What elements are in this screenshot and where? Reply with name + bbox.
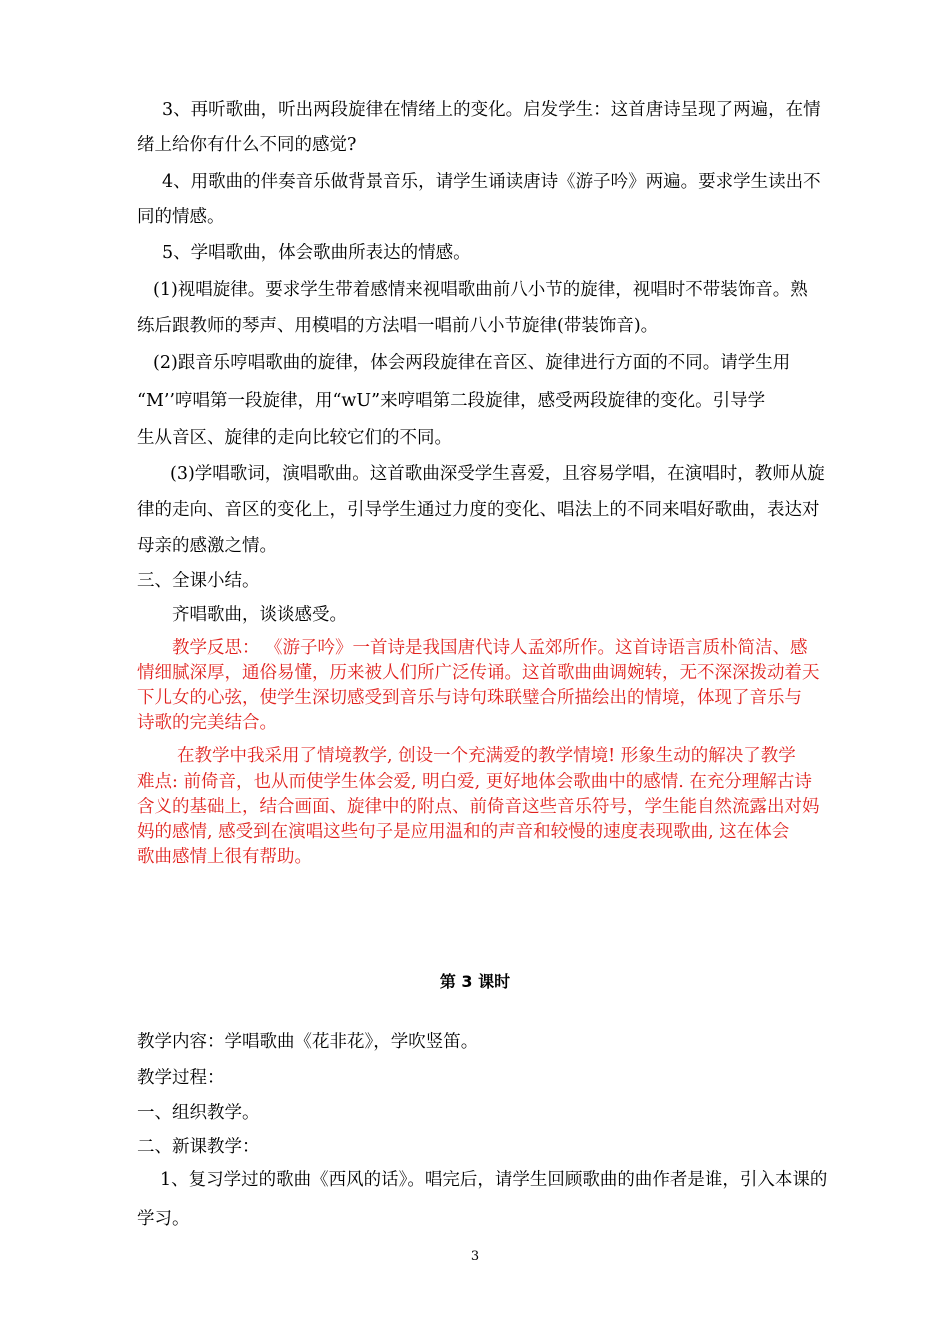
lesson-3-process: 教学过程：: [137, 1068, 225, 1088]
paragraph-5: 5、学唱歌曲，体会歌曲所表达的情感。: [162, 243, 471, 263]
reflection-para-1-line-2: 情细腻深厚，通俗易懂，历来被人们所广泛传诵。这首歌曲曲调婉转，无不深深拨动着天: [137, 663, 820, 683]
paragraph-4-line-1: 4、用歌曲的伴奏音乐做背景音乐，请学生诵读唐诗《游子吟》两遍。要求学生读出不: [162, 172, 821, 192]
step-2-line-2: “M’’哼唱第一段旋律，用“wU”来哼唱第二段旋律，感受两段旋律的变化。引导学: [137, 391, 766, 411]
step-1-line-1: (1)视唱旋律。要求学生带着感情来视唱歌曲前八小节的旋律，视唱时不带装饰音。熟: [153, 280, 808, 300]
paragraph-3-line-2: 绪上给你有什么不同的感觉?: [137, 135, 357, 155]
reflection-para-2-line-2: 难点: 前倚音，也从而使学生体会爱, 明白爱, 更好地体会歌曲中的感情. 在充分理解古诗: [137, 772, 812, 792]
lesson-3-item-1-line-1: 1、复习学过的歌曲《西风的话》。唱完后，请学生回顾歌曲的曲作者是谁，引入本课的: [160, 1170, 828, 1190]
lesson-3-content: 教学内容：学唱歌曲《花非花》，学吹竖笛。: [137, 1032, 479, 1052]
reflection-para-2-line-1: 在教学中我采用了情境教学, 创设一个充满爱的教学情境! 形象生动的解决了教学: [177, 746, 796, 766]
step-2-line-3: 生从音区、旋律的走向比较它们的不同。: [137, 428, 452, 448]
reflection-para-1-line-4: 诗歌的完美结合。: [137, 713, 277, 733]
paragraph-4-line-2: 同的情感。: [137, 207, 225, 227]
reflection-para-1-line-1: 教学反思： 《游子吟》一首诗是我国唐代诗人孟郊所作。这首诗语言质朴简洁、感: [172, 638, 808, 658]
reflection-para-2-line-4: 妈的感情, 感受到在演唱这些句子是应用温和的声音和较慢的速度表现歌曲, 这在体会: [137, 822, 790, 842]
step-2-line-1: (2)跟音乐哼唱歌曲的旋律，体会两段旋律在音区、旋律进行方面的不同。请学生用: [153, 353, 791, 373]
step-3-line-1: (3)学唱歌词，演唱歌曲。这首歌曲深受学生喜爱，且容易学唱，在演唱时，教师从旋: [170, 464, 825, 484]
reflection-para-1-line-3: 下儿女的心弦，使学生深切感受到音乐与诗句珠联璧合所描绘出的情境，体现了音乐与: [137, 688, 802, 708]
step-3-line-2: 律的走向、音区的变化上，引导学生通过力度的变化、唱法上的不同来唱好歌曲，表达对: [137, 500, 820, 520]
reflection-para-2-line-5: 歌曲感情上很有帮助。: [137, 847, 312, 867]
lesson-3-title: 第 3 课时: [439, 972, 511, 991]
paragraph-3-line-1: 3、再听歌曲，听出两段旋律在情绪上的变化。启发学生：这首唐诗呈现了两遍，在情: [162, 100, 821, 120]
lesson-3-step-1: 一、组织教学。: [137, 1103, 260, 1123]
summary-title: 三、全课小结。: [137, 571, 260, 591]
step-1-line-2: 练后跟教师的琴声、用模唱的方法唱一唱前八小节旋律(带装饰音)。: [137, 316, 659, 336]
summary-text: 齐唱歌曲，谈谈感受。: [172, 605, 347, 625]
lesson-3-step-2: 二、新课教学：: [137, 1137, 260, 1157]
reflection-para-2-line-3: 含义的基础上，结合画面、旋律中的附点、前倚音这些音乐符号，学生能自然流露出对妈: [137, 797, 820, 817]
lesson-3-item-1-line-2: 学习。: [137, 1209, 190, 1229]
page-number: 3: [470, 1249, 480, 1264]
step-3-line-3: 母亲的感激之情。: [137, 536, 277, 556]
